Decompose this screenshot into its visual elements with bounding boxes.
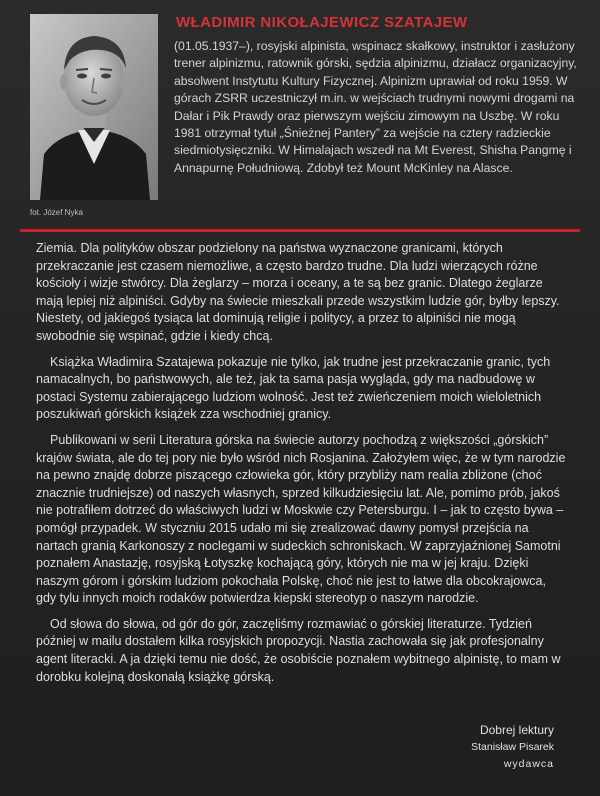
signoff	[471, 722, 554, 773]
author-name: WŁADIMIR NIKOŁAJEWICZ SZATAJEW	[176, 14, 468, 31]
blurb-paragraph: Od słowa do słowa, od gór do gór, zaczęliśmy rozmawiać o górskiej literaturze. Tydzień później w mailu dostałem kilka rosyjskich propozycji. Nastia zachowała się jak profesjonalny agent literacki. A ja dzięki temu nie dość, że osobiście poznałem wybitnego alpinistę, to mam w dorobku kolejną doskonałą książkę górską.	[36, 616, 561, 684]
photo-credit: fot. Józef Nyka	[30, 208, 83, 217]
author-portrait-drawing	[30, 14, 158, 200]
signoff-greeting: Dobrej lektury	[479, 723, 554, 737]
blurb-paragraph: Książka Władimira Szatajewa pokazuje nie tylko, jak trudne jest przekraczanie granic, tych namacalnych, bo państwowych, ale też, jak ta sama pasja wygląda, gdy ma nadbudowę w postaci Systemu zabierającego ludziom wolność. Jest też zwieńczeniem moich wieloletnich poszukiwań górskich książek zza wschodniej granicy.	[36, 354, 551, 422]
section-divider	[20, 229, 580, 232]
author-bio: (01.05.1937–), rosyjski alpinista, wspinacz skałkowy, instruktor i zasłużony trener alpinizmu, ratownik górski, sędzia alpinizmu, działacz organizacyjny, absolwent Instytutu Kultury Fizycznej. Alpinizm uprawiał od roku 1959. W górach ZSRR uczestniczył m.in. w wejściach trudnymi nowymi drogami na Dałar i Pik Prawdy oraz pierwszym wejściu zimowym na Uszbę. W roku 1981 otrzymał tytuł „Śnieżnej Pantery” za wejście na cztery radzieckie siedmiotysięczniki. W Himalajach wszedł na Mt Everest, Shisha Pangmę i Annapurnę Południową. Zdobył też Mount McKinley na Alasce.	[174, 39, 577, 175]
author-portrait	[30, 14, 158, 200]
blurb-paragraph: Publikowani w serii Literatura górska na świecie autorzy pochodzą z większości „górskich” krajów świata, ale do tej pory nie było wśród nich Rosjanina. Założyłem więc, że w tym narodzie na pewno znajdę dobrze piszącego człowieka gór, który przybliży nam realia zbliżone (choć znacznie trudniejsze) od naszych własnych, sprzed kilkudziesięciu lat. Ale, pomimo prób, jakoś nie potrafiłem dotrzeć do właściwych ludzi w Moskwie czy Petersburgu. I – jak to często bywa – pomógł przypadek. W styczniu 2015 udało mi się zrealizować dawny pomysł przejścia na nartach granią Karkonoszy z noclegami w sudeckich schroniskach. W zaprzyjaźnionej Samotni poznałem Anastazję, rosyjską Łotyszkę kochającą góry, których nie ma w jej kraju. Dzięki naszym górom i górskim ludziom pokochała Polskę, choć nie jest to łatwe dla obcokrajowca, gdy tylu innych moich rodaków potwierdza kiepski stereotyp o naszym narodzie.	[36, 432, 566, 606]
cover-blurb	[36, 240, 568, 694]
signoff-role: wydawca	[503, 758, 554, 770]
signoff-signature: Stanisław Pisarek	[471, 741, 554, 753]
blurb-paragraph: Ziemia. Dla polityków obszar podzielony na państwa wyznaczone granicami, których przekraczanie jest czasem niemożliwe, a często bardzo trudne. Dla ludzi wierzących różne kościoły i wizje stwórcy. Dla żeglarzy – morza i oceany, a te są bez granic. Dlatego żeglarze mają lepiej niż alpiniści. Gdyby na świecie mieszkali przede wszystkim ludzie gór, byłby lepszy. Niestety, od jakiegoś tysiąca lat dominują religie i politycy, a przez to alpiniści nie mogą swobodnie się wspinać, gdzie i kiedy chcą.	[36, 241, 560, 343]
